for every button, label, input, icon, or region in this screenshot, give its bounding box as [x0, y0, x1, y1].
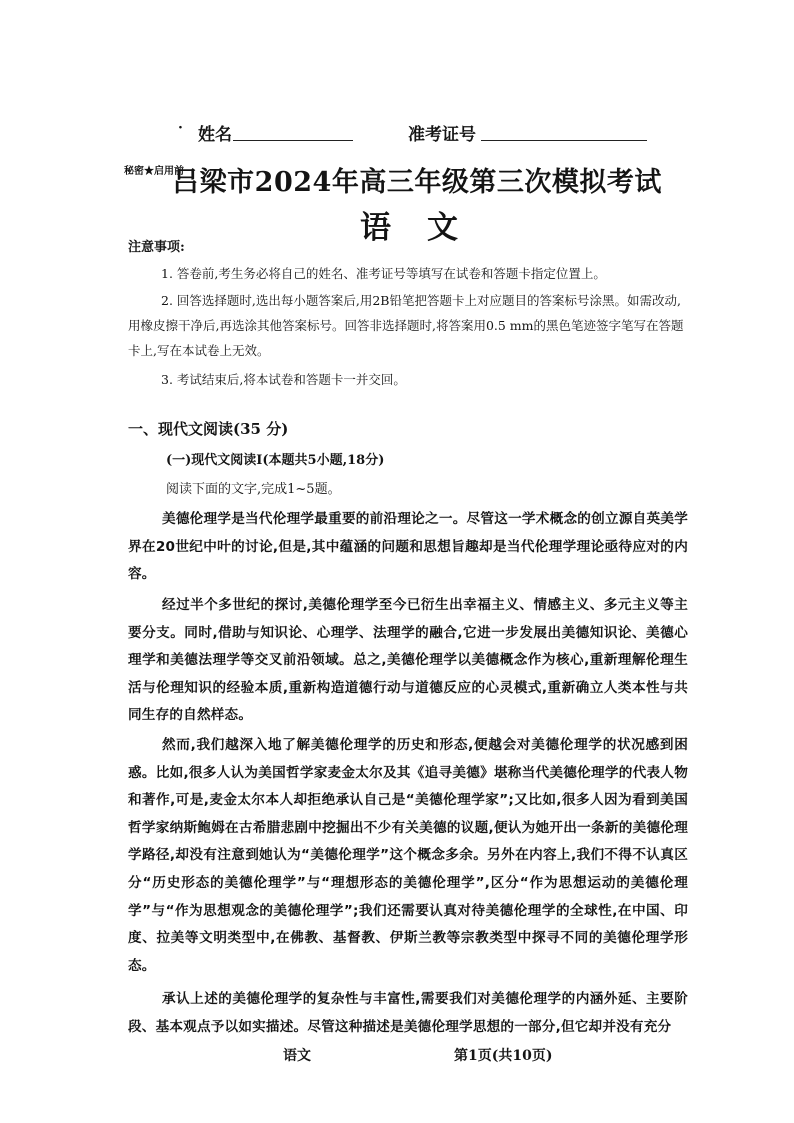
notice-item: 3. 考试结束后,将本试卷和答题卡一并交回。	[161, 372, 406, 387]
notice-item: 2. 回答选择题时,选出每小题答案后,用2B铅笔把答题卡上对应题目的答案标号涂黑。如需改动,用橡皮擦干净后,再选涂其他答案标号。回答非选择题时,将答案用0.5 mm的黑色笔迹签字笔写在答题卡上,写在本试卷上无效。	[128, 293, 684, 358]
subject-heading	[0, 202, 794, 247]
passage-paragraph: 经过半个多世纪的探讨,美德伦理学至今已衍生出幸福主义、情感主义、多元主义等主要分支。同时,借助与知识论、心理学、法理学的融合,它进一步发展出美德知识论、美德心理学和美德法理学等交叉前沿领域。总之,美德伦理学以美德概念作为核心,重新理解伦理生活与伦理知识的经验本质,重新构造道德行动与道德反应的心灵模式,重新确立人类本性与共同生存的自然样态。	[128, 597, 688, 724]
candidate-info-row	[0, 120, 794, 144]
passage-paragraph: 然而,我们越深入地了解美德伦理学的历史和形态,便越会对美德伦理学的状况感到困惑。比如,很多人认为美国哲学家麦金太尔及其《追寻美德》堪称当代美德伦理学的代表人物和著作,可是,麦金太尔本人却拒绝承认自己是“美德伦理学家”;又比如,很多人因为看到美国哲学家纳斯鲍姆在古希腊悲剧中挖掘出不少有关美德的议题,便认为她开出一条新的美德伦理学路径,却没有注意到她认为“美德伦理学”这个概念多余。另外在内容上,我们不得不认真区分“历史形态的美德伦理学”与“理想形态的美德伦理学”,区分“作为思想运动的美德伦理学”与“作为思想观念的美德伦理学”;我们还需要认真对待美德伦理学的全球性,在中国、印度、拉美等文明类型中,在佛教、基督教、伊斯兰教等宗教类型中探寻不同的美德伦理学形态。	[128, 737, 688, 974]
footer-subject: 语文	[283, 1048, 311, 1064]
notice-item: 1. 答卷前,考生务必将自己的姓名、准考证号等填写在试卷和答题卡指定位置上。	[161, 266, 606, 281]
passage-paragraph: 美德伦理学是当代伦理学最重要的前沿理论之一。尽管这一学术概念的创立源自英美学界在20世纪中叶的讨论,但是,其中蕴涵的问题和思想旨趣却是当代伦理学理论亟待应对的内容。	[128, 511, 688, 583]
reading-instruction: 阅读下面的文字,完成1~5题。	[166, 482, 341, 497]
footer-page-number: 第1页(共10页)	[454, 1048, 553, 1064]
section-title: 一、现代文阅读(35 分)	[128, 420, 289, 438]
name-label: 姓名	[198, 125, 232, 145]
exam-id-label: 准考证号	[408, 125, 476, 145]
name-blank-line[interactable]	[233, 140, 353, 141]
subject-heading-text: 语文	[360, 210, 494, 246]
bullet-mark: ·	[178, 120, 183, 136]
notice-heading: 注意事项:	[128, 240, 185, 255]
exam-title	[0, 160, 794, 199]
passage-paragraph: 承认上述的美德伦理学的复杂性与丰富性,需要我们对美德伦理学的内涵外延、主要阶段、基本观点予以如实描述。尽管这种描述是美德伦理学思想的一部分,但它却并没有充分	[128, 991, 688, 1035]
exam-title-text: 吕梁市2024年高三年级第三次模拟考试	[172, 167, 662, 198]
confidential-mark: 秘密★启用前	[124, 166, 184, 177]
exam-id-blank-line[interactable]	[481, 140, 647, 141]
subsection-title: (一)现代文阅读Ⅰ(本题共5小题,18分)	[166, 453, 385, 468]
